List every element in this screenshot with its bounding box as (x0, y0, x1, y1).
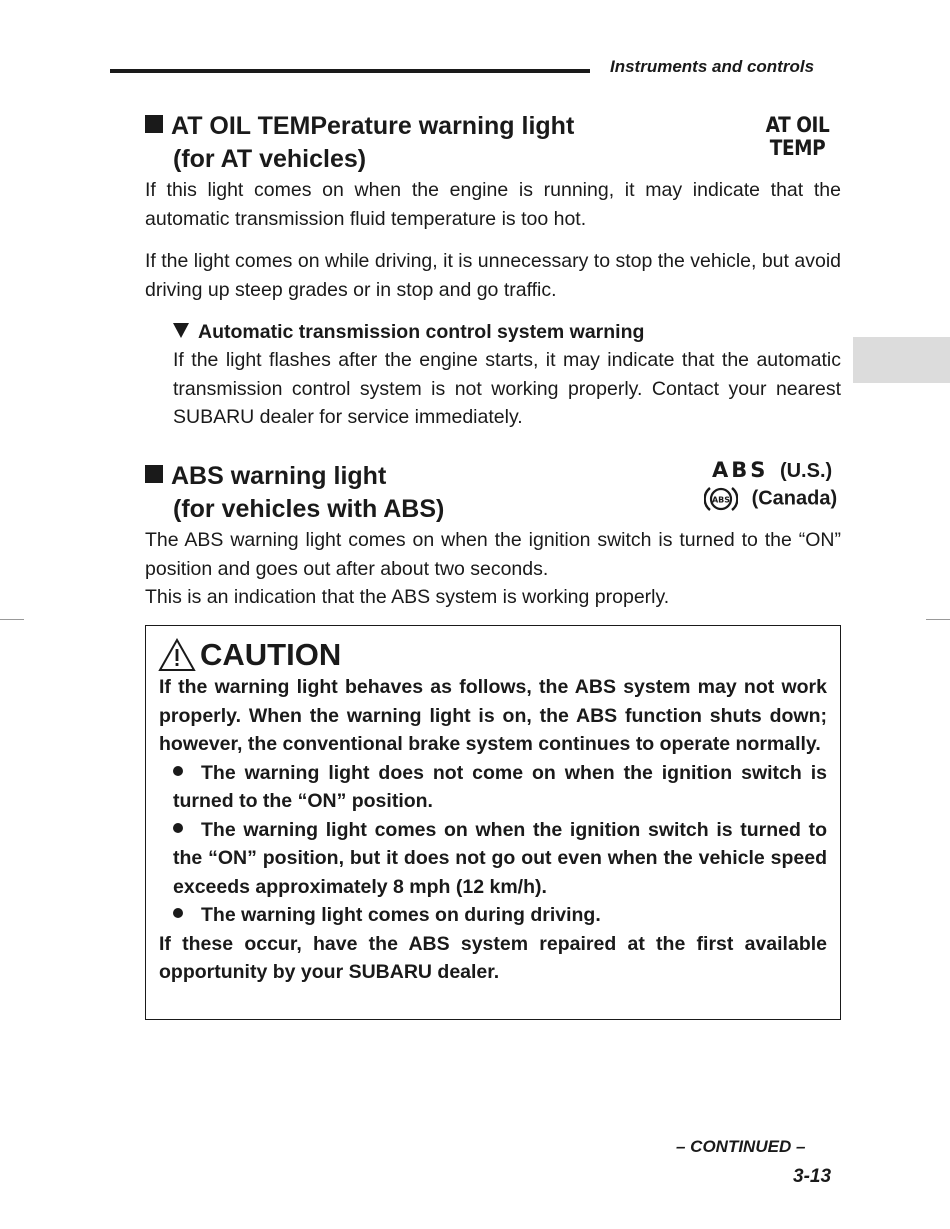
crop-mark-right (926, 619, 950, 620)
caution-intro: If the warning light behaves as follows, the ABS system may not work properly. When the warning light is on, the ABS function shuts down; however, the conventional brake system continues to operate normally. (159, 676, 827, 755)
caution-bullet: The warning light comes on when the ignition switch is turned to the “ON” position, but it does not go out even when the vehicle speed exceeds approximately 8 mph (12 km/h). (173, 818, 827, 898)
header-rule (110, 69, 590, 73)
at-oil-temp-indicator-icon: AT OIL TEMP (765, 113, 830, 160)
bullet-dot-icon (173, 908, 183, 918)
abs-circle-indicator-icon (704, 485, 738, 513)
caution-closing: If these occur, have the ABS system repaired at the first available opportunity by your SUBARU dealer. (159, 932, 827, 983)
at-oil-section-title: AT OIL TEMPerature warning light (for AT vehicles) (145, 110, 574, 176)
paragraph: This is an indication that the ABS system is working properly. (145, 586, 670, 608)
region-label-canada: (Canada) (751, 487, 838, 510)
svg-text:ABS: ABS (711, 495, 731, 505)
warning-triangle-icon (158, 638, 196, 672)
abs-body (145, 526, 841, 612)
crop-mark-left (0, 619, 24, 620)
chapter-tab (853, 337, 950, 383)
subsection-title: Automatic transmission control system warning (173, 318, 841, 346)
caution-heading: CAUTION (158, 635, 341, 673)
abs-us-indicator (712, 458, 832, 483)
abs-text-indicator-icon: ABS (712, 458, 769, 482)
paragraph: The ABS warning light comes on when the ignition switch is turned to the “ON” position and goes out after about two seconds. (145, 529, 841, 580)
at-control-subsection (173, 318, 841, 432)
paragraph: If the light comes on while driving, it is unnecessary to stop the vehicle, but avoid driving up steep grades or in stop and go traffic. (145, 250, 841, 301)
bullet-dot-icon (173, 766, 183, 776)
triangle-bullet-icon (173, 323, 189, 338)
caution-text (159, 673, 827, 987)
page-number: 3-13 (793, 1166, 832, 1187)
at-oil-body (145, 176, 841, 318)
continued-label: – CONTINUED – (676, 1137, 806, 1156)
square-bullet-icon (145, 115, 163, 133)
caution-bullet: The warning light comes on during driving. (159, 901, 827, 930)
region-label-us: (U.S.) (779, 460, 833, 482)
square-bullet-icon (145, 465, 163, 483)
caution-bullet: The warning light does not come on when the ignition switch is turned to the “ON” position. (173, 761, 827, 812)
abs-canada-indicator (704, 485, 837, 513)
bullet-dot-icon (173, 823, 183, 833)
paragraph: If this light comes on when the engine is running, it may indicate that the automatic transmission fluid temperature is too hot. (145, 179, 841, 230)
page-header-title: Instruments and controls (610, 57, 815, 76)
abs-section-title: ABS warning light (for vehicles with ABS) (145, 460, 444, 526)
subsection-text: If the light flashes after the engine starts, it may indicate that the automatic transmission control system is not working properly. Contact your nearest SUBARU dealer for service immediately. (173, 349, 841, 428)
